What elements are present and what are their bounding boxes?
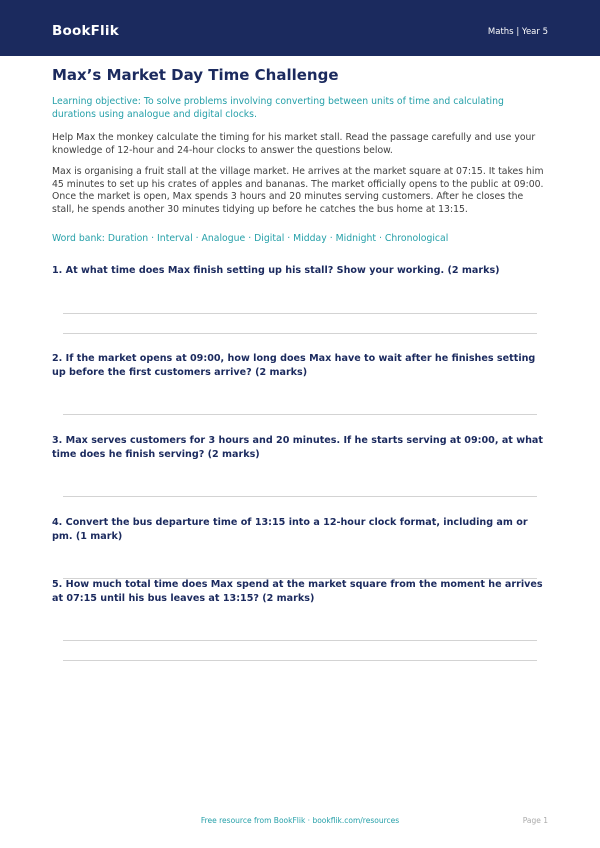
answer-line[interactable] — [63, 640, 537, 641]
question-1: 1. At what time does Max finish setting up his stall? Show your working. (2 marks) — [52, 265, 500, 276]
answer-line[interactable] — [63, 496, 537, 497]
footer-credit: Free resource from BookFlik · bookflik.com/resources — [200, 816, 400, 825]
question-3: 3. Max serves customers for 3 hours and 20 minutes. If he starts serving at 09:00, at what time does he finish serving? (2 marks) — [52, 435, 543, 460]
worksheet-title: Max’s Market Day Time Challenge — [52, 66, 339, 84]
page-number: Page 1 — [522, 816, 548, 825]
question-2: 2. If the market opens at 09:00, how long does Max have to wait after he finishes setting up before the first customers arrive? (2 marks) — [52, 353, 536, 378]
answer-line[interactable] — [63, 660, 537, 661]
answer-line[interactable] — [63, 414, 537, 415]
intro-paragraph: Help Max the monkey calculate the timing for his market stall. Read the passage carefully and use your knowledge of 12-hour and 24-hour clocks to answer the questions below. — [52, 132, 536, 156]
answer-line[interactable] — [63, 313, 537, 314]
word-bank: Word bank: Duration · Interval · Analogue · Digital · Midday · Midnight · Chronological — [52, 233, 449, 244]
question-5: 5. How much total time does Max spend at the market square from the moment he arrives at 07:15 until his bus leaves at 13:15? (2 marks) — [52, 579, 543, 604]
answer-line[interactable] — [63, 333, 537, 334]
learning-objective: Learning objective: To solve problems involving converting between units of time and calculating durations using analogue and digital clocks. — [52, 96, 504, 120]
brand-logo: BookFlik — [52, 23, 119, 39]
question-4: 4. Convert the bus departure time of 13:15 into a 12-hour clock format, including am or pm. (1 mark) — [52, 517, 528, 542]
subject-year-label: Maths | Year 5 — [487, 27, 548, 37]
story-paragraph: Max is organising a fruit stall at the village market. He arrives at the market square at 07:15. It takes him 45 minutes to set up his crates of apples and bananas. The market officially opens to the public at 09:00. Once the market is open, Max spends 3 hours and 20 minutes serving customers. After he closes the stall, he spends another 30 minutes tidying up before he catches the bus home at 13:15. — [52, 166, 544, 215]
page-header — [0, 0, 600, 56]
